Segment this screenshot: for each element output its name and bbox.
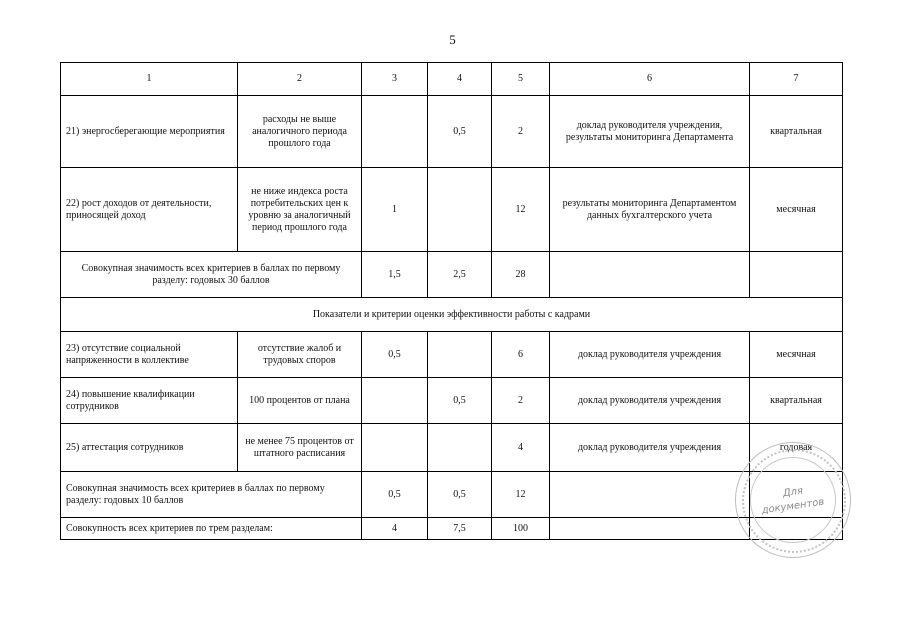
col-header-2: 2 — [238, 63, 362, 96]
value-cell-5: 12 — [492, 472, 550, 518]
value-cell-5: 100 — [492, 518, 550, 540]
period-cell: квартальная — [750, 378, 843, 424]
period-cell: месячная — [750, 168, 843, 252]
source-cell: доклад руководителя учреждения, результаты мониторинга Департамента — [550, 96, 750, 168]
value-cell-5: 2 — [492, 378, 550, 424]
criteria-table — [60, 62, 843, 540]
col-header-6: 6 — [550, 63, 750, 96]
criterion-cell: 23) отсутствие социальной напряженности в коллективе — [61, 332, 238, 378]
value-cell-3 — [362, 424, 428, 472]
value-cell-3: 0,5 — [362, 472, 428, 518]
value-cell-5: 2 — [492, 96, 550, 168]
indicator-cell: не менее 75 процентов от штатного расписания — [238, 424, 362, 472]
table-row — [61, 332, 843, 378]
summary-row — [61, 472, 843, 518]
source-cell: доклад руководителя учреждения — [550, 424, 750, 472]
summary-label: Совокупная значимость всех критериев в баллах по первому разделу: годовых 10 баллов — [61, 472, 362, 518]
stamp-text-line2: документов — [761, 496, 825, 517]
period-cell: квартальная — [750, 96, 843, 168]
period-cell: месячная — [750, 332, 843, 378]
value-cell-4 — [428, 332, 492, 378]
value-cell-3 — [362, 378, 428, 424]
col-header-4: 4 — [428, 63, 492, 96]
page-number: 5 — [449, 32, 456, 47]
indicator-cell: расходы не выше аналогичного периода прошлого года — [238, 96, 362, 168]
total-label: Совокупность всех критериев по трем разделам: — [61, 518, 362, 540]
value-cell-3: 1 — [362, 168, 428, 252]
value-cell-3: 4 — [362, 518, 428, 540]
table-row — [61, 378, 843, 424]
empty-cell — [550, 472, 750, 518]
table-row — [61, 424, 843, 472]
col-header-7: 7 — [750, 63, 843, 96]
source-cell: результаты мониторинга Департаментом данных бухгалтерского учета — [550, 168, 750, 252]
stamp-text-line1: Для — [782, 485, 804, 500]
total-row — [61, 518, 843, 540]
value-cell-3: 1,5 — [362, 252, 428, 298]
value-cell-5: 6 — [492, 332, 550, 378]
empty-cell — [550, 518, 750, 540]
header-row — [61, 63, 843, 96]
value-cell-3 — [362, 96, 428, 168]
summary-label: Совокупная значимость всех критериев в баллах по первому разделу: годовых 30 баллов — [61, 252, 362, 298]
value-cell-5: 4 — [492, 424, 550, 472]
empty-cell — [550, 252, 750, 298]
value-cell-4: 2,5 — [428, 252, 492, 298]
criterion-cell: 24) повышение квалификации сотрудников — [61, 378, 238, 424]
value-cell-4 — [428, 168, 492, 252]
col-header-1: 1 — [61, 63, 238, 96]
criterion-cell: 25) аттестация сотрудников — [61, 424, 238, 472]
col-header-3: 3 — [362, 63, 428, 96]
indicator-cell: не ниже индекса роста потребительских цен к уровню за аналогичный период прошлого года — [238, 168, 362, 252]
value-cell-4: 7,5 — [428, 518, 492, 540]
col-header-5: 5 — [492, 63, 550, 96]
source-cell: доклад руководителя учреждения — [550, 332, 750, 378]
value-cell-4: 0,5 — [428, 378, 492, 424]
source-cell: доклад руководителя учреждения — [550, 378, 750, 424]
document-stamp — [735, 442, 851, 558]
value-cell-5: 12 — [492, 168, 550, 252]
criterion-cell: 22) рост доходов от деятельности, приносящей доход — [61, 168, 238, 252]
indicator-cell: 100 процентов от плана — [238, 378, 362, 424]
table-row — [61, 96, 843, 168]
value-cell-4: 0,5 — [428, 472, 492, 518]
value-cell-4: 0,5 — [428, 96, 492, 168]
empty-cell — [750, 252, 843, 298]
value-cell-4 — [428, 424, 492, 472]
value-cell-5: 28 — [492, 252, 550, 298]
table-row — [61, 168, 843, 252]
section-row — [61, 298, 843, 332]
value-cell-3: 0,5 — [362, 332, 428, 378]
criterion-cell: 21) энергосберегающие мероприятия — [61, 96, 238, 168]
indicator-cell: отсутствие жалоб и трудовых споров — [238, 332, 362, 378]
period-cell: годовая — [750, 424, 843, 472]
section-title: Показатели и критерии оценки эффективности работы с кадрами — [61, 298, 843, 332]
summary-row — [61, 252, 843, 298]
